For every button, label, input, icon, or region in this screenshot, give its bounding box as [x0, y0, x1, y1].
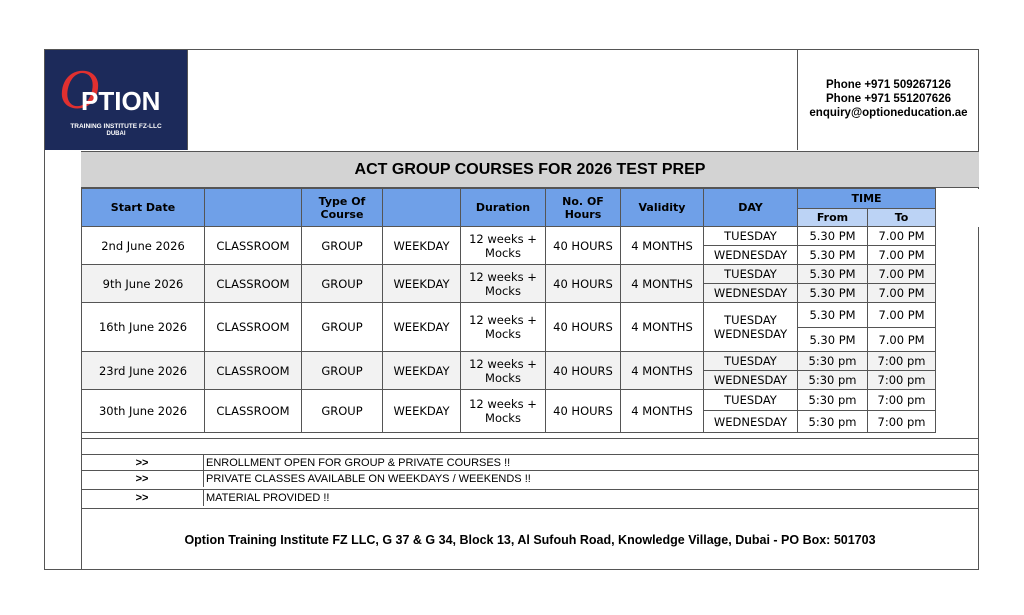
course-schedule: WEEKDAY — [383, 303, 461, 352]
time-to: 7.00 PM — [868, 328, 936, 352]
header-type: Type Of Course — [302, 189, 383, 227]
header-duration: Duration — [461, 189, 546, 227]
header-blank-2 — [383, 189, 461, 227]
course-duration: 12 weeks + Mocks — [461, 352, 546, 390]
header-to: To — [868, 209, 936, 227]
time-to: 7:00 pm — [868, 390, 936, 411]
note-row — [81, 470, 979, 487]
note-row — [81, 489, 979, 506]
address-footer: Option Training Institute FZ LLC, G 37 & G 34, Block 13, Al Sufouh Road, Knowledge Village, Dubai - PO Box: 501703 — [81, 508, 979, 571]
start-date: 2nd June 2026 — [82, 227, 205, 265]
day: WEDNESDAY — [704, 246, 798, 265]
time-to: 7.00 PM — [868, 303, 936, 328]
header-validity: Validity — [621, 189, 704, 227]
course-hours: 40 HOURS — [546, 265, 621, 303]
table-row — [82, 227, 979, 246]
start-date: 9th June 2026 — [82, 265, 205, 303]
contact-block — [798, 78, 979, 120]
time-to: 7.00 PM — [868, 246, 936, 265]
logo-mark: O — [59, 59, 100, 121]
email: enquiry@optioneducation.ae — [809, 107, 968, 119]
note-row — [81, 454, 979, 471]
time-to: 7:00 pm — [868, 411, 936, 433]
phone-1: Phone +971 509267126 — [826, 79, 951, 91]
header-from: From — [798, 209, 868, 227]
day: TUESDAY — [704, 390, 798, 411]
time-from: 5.30 PM — [798, 227, 868, 246]
course-duration: 12 weeks + Mocks — [461, 390, 546, 433]
time-from: 5:30 pm — [798, 411, 868, 433]
day: TUESDAY — [704, 227, 798, 246]
header-day: DAY — [704, 189, 798, 227]
day: TUESDAY — [704, 352, 798, 371]
table-row — [82, 265, 979, 284]
logo-word: PTION — [81, 86, 161, 116]
header-time: TIME — [798, 189, 936, 209]
table-bottom-line — [81, 438, 979, 439]
course-validity: 4 MONTHS — [621, 390, 704, 433]
header-start-date: Start Date — [82, 189, 205, 227]
time-to: 7.00 PM — [868, 227, 936, 246]
start-date: 16th June 2026 — [82, 303, 205, 352]
course-mode: CLASSROOM — [205, 227, 302, 265]
course-type: GROUP — [302, 303, 383, 352]
note-arrow: >> — [135, 473, 149, 485]
logo-divider — [187, 50, 188, 150]
course-mode: CLASSROOM — [205, 352, 302, 390]
time-from: 5:30 pm — [798, 352, 868, 371]
start-date: 30th June 2026 — [82, 390, 205, 433]
table-row — [82, 303, 979, 328]
table-row — [82, 352, 979, 371]
time-to: 7.00 PM — [868, 265, 936, 284]
start-date: 23rd June 2026 — [82, 352, 205, 390]
header-blank-1 — [205, 189, 302, 227]
course-duration: 12 weeks + Mocks — [461, 227, 546, 265]
company-logo — [45, 50, 187, 150]
header-hours: No. OF Hours — [546, 189, 621, 227]
course-hours: 40 HOURS — [546, 303, 621, 352]
course-validity: 4 MONTHS — [621, 227, 704, 265]
course-type: GROUP — [302, 390, 383, 433]
course-type: GROUP — [302, 352, 383, 390]
day: WEDNESDAY — [704, 371, 798, 390]
note-text: ENROLLMENT OPEN FOR GROUP & PRIVATE COURSES !! — [206, 457, 511, 469]
day: WEDNESDAY — [713, 327, 788, 341]
page-title: ACT GROUP COURSES FOR 2026 TEST PREP — [81, 151, 979, 188]
time-from: 5.30 PM — [798, 303, 868, 328]
schedule-table — [81, 188, 979, 433]
time-to: 7.00 PM — [868, 284, 936, 303]
course-schedule: WEEKDAY — [383, 265, 461, 303]
course-hours: 40 HOURS — [546, 227, 621, 265]
day: WEDNESDAY — [704, 284, 798, 303]
phone-2: Phone +971 551207626 — [826, 93, 951, 105]
course-hours: 40 HOURS — [546, 390, 621, 433]
course-validity: 4 MONTHS — [621, 303, 704, 352]
course-mode: CLASSROOM — [205, 265, 302, 303]
time-from: 5.30 PM — [798, 246, 868, 265]
time-from: 5.30 PM — [798, 265, 868, 284]
note-text: MATERIAL PROVIDED !! — [206, 492, 330, 504]
time-to: 7:00 pm — [868, 371, 936, 390]
day: TUESDAY — [704, 265, 798, 284]
logo-city: DUBAI — [106, 131, 126, 137]
day-pair — [704, 303, 798, 352]
course-duration: 12 weeks + Mocks — [461, 265, 546, 303]
course-validity: 4 MONTHS — [621, 265, 704, 303]
course-mode: CLASSROOM — [205, 303, 302, 352]
header-spacer — [936, 189, 979, 227]
course-schedule: WEEKDAY — [383, 390, 461, 433]
day: TUESDAY — [724, 313, 777, 327]
note-text: PRIVATE CLASSES AVAILABLE ON WEEKDAYS / WEEKENDS !! — [206, 473, 531, 485]
time-from: 5.30 PM — [798, 328, 868, 352]
logo-subtitle: TRAINING INSTITUTE FZ-LLC — [70, 123, 162, 130]
course-hours: 40 HOURS — [546, 352, 621, 390]
day: WEDNESDAY — [704, 411, 798, 433]
table-row — [82, 390, 979, 411]
note-arrow: >> — [135, 492, 149, 504]
course-mode: CLASSROOM — [205, 390, 302, 433]
note-arrow: >> — [135, 457, 149, 469]
course-schedule: WEEKDAY — [383, 352, 461, 390]
course-schedule: WEEKDAY — [383, 227, 461, 265]
time-from: 5:30 pm — [798, 371, 868, 390]
course-type: GROUP — [302, 265, 383, 303]
course-duration: 12 weeks + Mocks — [461, 303, 546, 352]
time-to: 7:00 pm — [868, 352, 936, 371]
course-type: GROUP — [302, 227, 383, 265]
time-from: 5:30 pm — [798, 390, 868, 411]
course-validity: 4 MONTHS — [621, 352, 704, 390]
time-from: 5.30 PM — [798, 284, 868, 303]
